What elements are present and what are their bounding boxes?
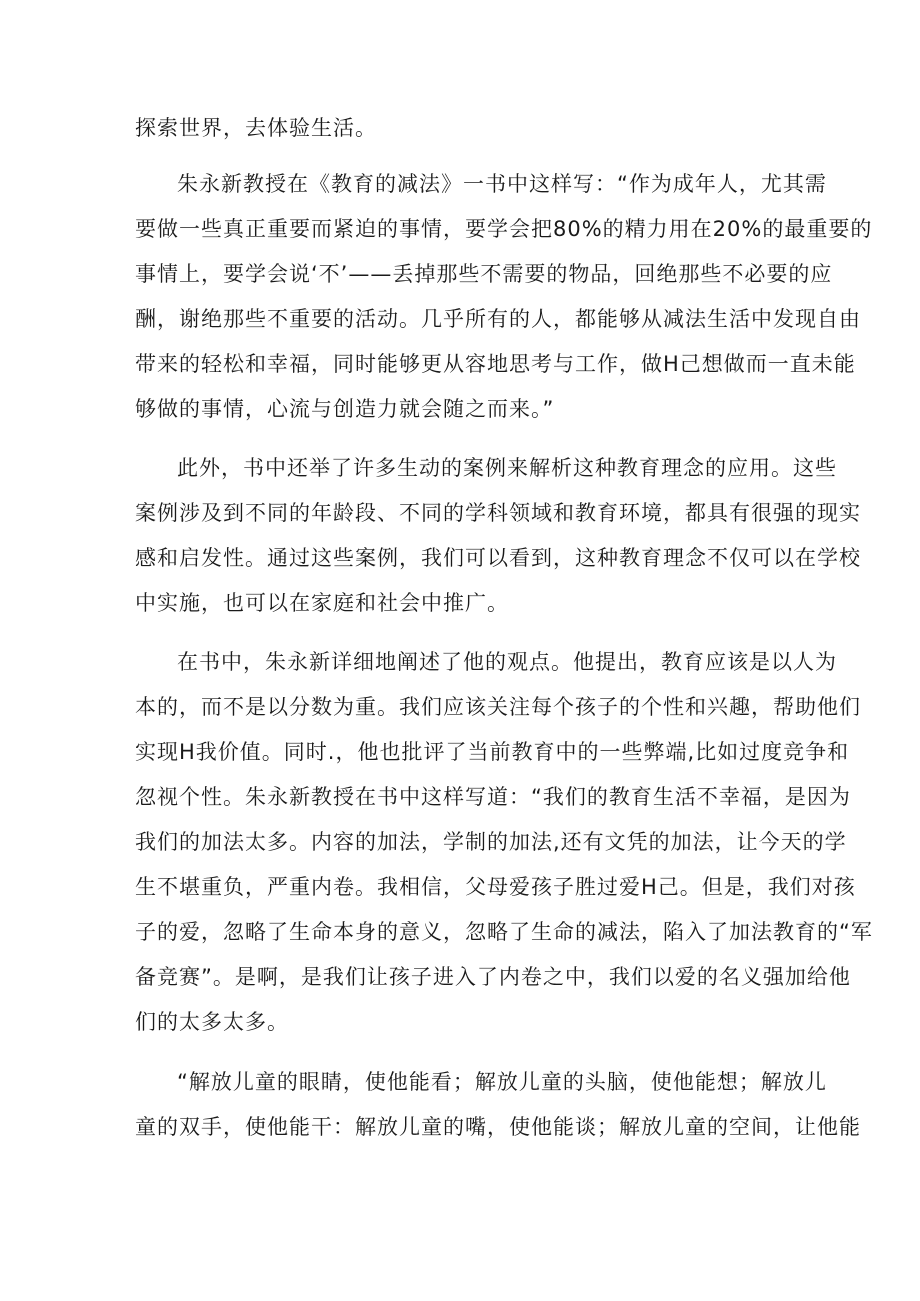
text-line: “解放儿童的眼睛，使他能看；解放儿童的头脑，使他能想；解放儿 xyxy=(177,1070,827,1094)
text-line: 此外，书中还举了许多生动的案例来解析这种教育理念的应用。这些 xyxy=(177,456,837,480)
text-line: 备竞赛”。是啊，是我们让孩子进入了内卷之中，我们以爱的名义强加给他 xyxy=(135,965,851,989)
text-line: 感和启发性。通过这些案例，我们可以看到，这种教育理念不仅可以在学校 xyxy=(135,546,861,570)
text-line: 们的太多太多。 xyxy=(135,1010,289,1034)
text-line: 子的爱，忽略了生命本身的意义，忽略了生命的减法，陷入了加法教育的“军 xyxy=(135,920,873,944)
text-line: 本的，而不是以分数为重。我们应该关注每个孩子的个性和兴趣，帮助他们 xyxy=(135,695,861,719)
text-line: 童的双手，使他能干：解放儿童的嘴，使他能谈；解放儿童的空间，让他能 xyxy=(135,1115,861,1139)
text-line: 带来的轻松和幸福，同时能够更从容地思考与工作，做H己想做而一直未能 xyxy=(135,352,856,376)
text-line: 朱永新教授在《教育的减法》一书中这样写：“作为成年人，尤其需 xyxy=(177,172,827,196)
text-line: 事情上，要学会说‘不’——丢掉那些不需要的物品，回绝那些不必要的应 xyxy=(135,262,833,286)
text-line: 在书中，朱永新详细地阐述了他的观点。他提出，教育应该是以人为 xyxy=(177,650,837,674)
text-line: 够做的事情，心流与创造力就会随之而来。” xyxy=(135,397,555,421)
text-line: 忽视个性。朱永新教授在书中这样写道：“我们的教育生活不幸福，是因为 xyxy=(135,785,851,809)
text-line: 我们的加法太多。内容的加法，学制的加法,还有文凭的加法，让今天的学 xyxy=(135,830,847,854)
text-line: 生不堪重负，严重内卷。我相信，父母爱孩子胜过爱H己。但是，我们对孩 xyxy=(135,875,856,899)
text-line: 实现H我价值。同时.，他也批评了当前教育中的一些弊端,比如过度竞争和 xyxy=(135,740,850,764)
text-line: 酬，谢绝那些不重要的活动。几乎所有的人，都能够从减法生活中发现自由 xyxy=(135,307,861,331)
text-line: 探索世界，去体验生活。 xyxy=(135,116,377,140)
text-line: 案例涉及到不同的年龄段、不同的学科领域和教育环境，都具有很强的现实 xyxy=(135,501,861,525)
text-line: 中实施，也可以在家庭和社会中推广。 xyxy=(135,591,509,615)
text-line: 要做一些真正重要而紧迫的事情，要学会把80%的精力用在20%的最重要的 xyxy=(135,217,873,241)
